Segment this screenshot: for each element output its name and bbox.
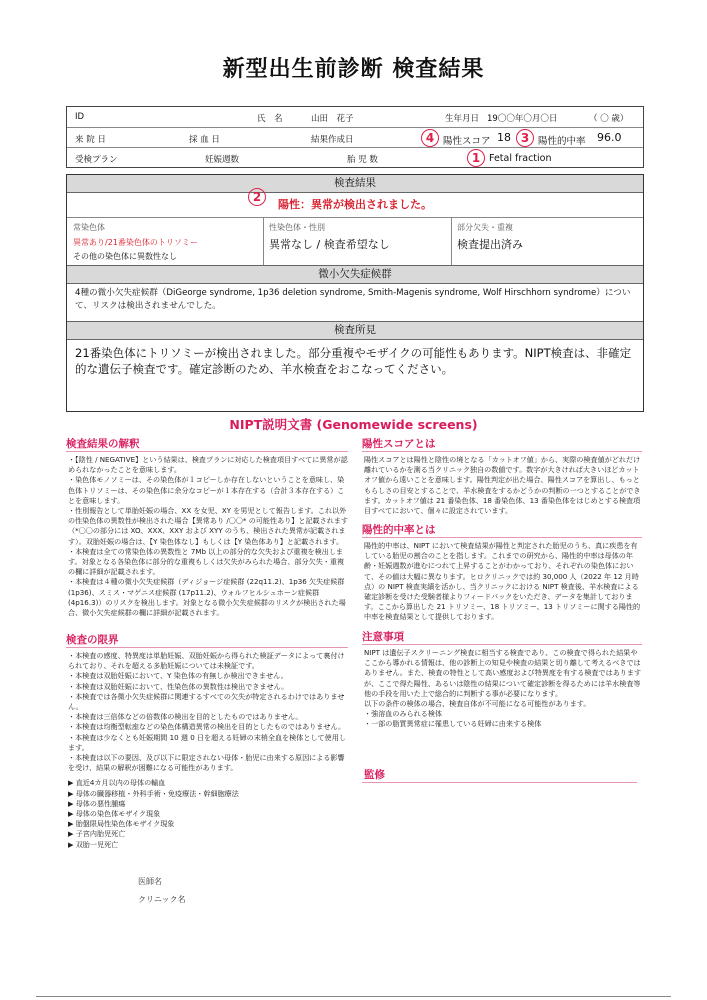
fetal-fraction-label: Fetal fraction	[489, 153, 552, 164]
dob-label: 生年月日	[445, 114, 480, 124]
limitations-line: ・本検査では各微小欠失症候群に関連するすべての欠失が特定されるわけではありません。	[68, 691, 345, 712]
divider	[66, 451, 348, 452]
notes-line: 以下の条件の検体の場合、検査自体が不可能になる可能性があります。	[364, 699, 591, 709]
list-item: ▶ 子宮内胎児死亡	[68, 829, 126, 839]
divider	[451, 217, 452, 265]
fetus-count-label: 胎 児 数	[347, 155, 378, 165]
divider	[362, 782, 637, 783]
page-title: 新型出生前診断 検査結果	[222, 57, 485, 82]
divider	[362, 537, 642, 538]
micro-deletion-header: 微小欠失症候群	[67, 265, 643, 284]
list-item: ▶ 母体の悪性腫瘍	[68, 798, 126, 808]
sex-chromosome-value: 異常なし / 検査希望なし	[269, 238, 390, 251]
interpretation-body	[68, 455, 348, 618]
interpretation-line: ・本検査は４種の微小欠失症候群（ディジョージ症候群 (22q11.2)、1p36 欠失症候群 (1p36)、スミス・マゲニス症候群 (17p11.2)、ウォルフヒルシュホーン症候群 (4p16.3)）のリスクを検出します。対象となる微小欠失症候群のリスクが検出された場合、微小欠失症候群の欄に詳細が記載されます。	[68, 577, 346, 618]
interpretation-line: ・性別報告として単胎妊娠の場合、XX を女児、XY を男児として報告します。これ以外の性染色体の異数性が検出された場合【異常あり /〇〇* の可能性あり】と記載されます（*〇〇の部分には XO、XXX、XXY および XYY のうち、検出された異常が記載されます）。双胎妊娠の場合は、【Y 染色体なし】もしくは【Y 染色体あり】と記載されます。	[68, 506, 349, 546]
name-value: 山田 花子	[311, 114, 354, 124]
main-result: 陽性：異常が検出されました。	[278, 198, 432, 211]
notes-line: ・強溶血のみられる検体	[364, 709, 443, 719]
divider	[362, 644, 642, 645]
limitations-line: ・本検査は少なくとも妊娠期間 10 週 0 日を超える妊婦の末梢全血を検体として使用します。	[68, 732, 346, 752]
autosome-other: その他の染色体に異数性なし	[73, 252, 177, 261]
partial-label: 部分欠失・重複	[457, 223, 513, 232]
nipt-document-title: NIPT説明文書 (Genomewide screens)	[229, 417, 478, 432]
autosome-value: 異常あり/21番染色体のトリソミー	[73, 238, 198, 247]
positive-score-label: 陽性スコア	[443, 136, 491, 147]
list-item: ▶ 胎盤限局性染色体モザイク現象	[68, 819, 175, 829]
notes-title: 注意事項	[362, 631, 404, 643]
positive-score-title: 陽性スコアとは	[362, 438, 436, 450]
limitations-line: ・本検査は以下の要因、及び以下に限定されない母体・胎児に由来する原因による影響を受け、結果の解釈が困難になる可能性があります。	[68, 753, 345, 773]
limitations-title: 検査の限界	[66, 634, 119, 646]
list-item: ▶ 直近4カ月以内の母体の輸血	[68, 778, 166, 788]
divider	[67, 217, 643, 218]
supervision-title: 監修	[364, 769, 385, 781]
annotation-circle-2: 2	[248, 188, 266, 206]
limitations-line: ・本検査は双胎妊娠において、Y 染色体の有無しか検出できません。	[68, 671, 288, 681]
autosome-label: 常染色体	[73, 223, 105, 232]
dob-value: 19〇〇年〇月〇日	[487, 114, 558, 124]
list-item: ▶ 双胎一児死亡	[68, 839, 119, 849]
annotation-circle-1: 1	[467, 149, 485, 167]
ppv-body: 陽性的中率は、NIPT において検査結果が陽性と判定された胎児のうち、真に疾患を有している胎児の割合のことを指します。これまでの研究から、陽性的中率は母体の年齢・妊娠週数が進むにつれて上昇することがわかっており、それぞれの染色体において、その値は大幅に異なります。ヒロクリニックでは約 30,000 人（2022 年 12 月時点）の NIPT 検査実績を活かし、当クリニックにおける NIPT 検査後、羊水検査による確定診断を受けた受験者様よりフィードバックをいただき、データを集計しております。ここから算出した 21 トリソミー、18 トリソミー、13 トリソミーに関する陽性的中率を検査結果として提供しております。	[364, 541, 641, 622]
notes-body	[364, 648, 642, 730]
limitations-line: ・本検査は三倍体などの倍数体の検出を目的としたものではありません。	[68, 712, 303, 722]
list-item: ▶ 母体の染色体モザイク現象	[68, 809, 161, 819]
info-row-3	[67, 147, 643, 168]
divider	[362, 451, 642, 452]
collect-date-label: 採 血 日	[189, 135, 220, 145]
notes-line: ・一部の脂質異常症に罹患している妊婦に由来する検体	[364, 719, 542, 729]
ppv-title: 陽性的中率とは	[362, 524, 436, 536]
divider	[66, 647, 348, 648]
limitations-line: ・本検査の感度、特異度は単胎妊娠、双胎妊娠から得られた検証データによって裏付けられており、それを超える多胎妊娠については未検証です。	[68, 651, 345, 671]
age-value: （ 〇 歳）	[589, 114, 629, 124]
notes-line: NIPT は遺伝子スクリーニング検査に相当する検査であり、この検査で得られた結果やここから導かれる情報は、他の診断上の知見や検査の結果と切り離して考えるべきではありません。また、検査の特性として高い感度および特異度を有する検査ではありますが、ここで得た陽性、あるいは陰性の結果について確定診断を得るためには羊水検査等他の手段を用いた上で総合的に判断する事が必要になります。	[364, 648, 642, 698]
id-label: ID	[75, 112, 85, 122]
positive-score-body: 陽性スコアとは陽性と陰性の境となる「カットオフ値」から、実際の検査値がどれだけ離れているかを測る当クリニック独自の数値です。数字が大きければ大きいほどカットオフ値から遠いことを意味します。陽性判定が出た場合、陽性スコアを算出し、もっともらしさの目安とすることで、羊水検査をするかどうかの判断の一つとすることができます。カットオフ値は 21 番染色体、18 番染色体、13 番染色体をはじめとする検査項目すべてにおいて、個々に設定されています。	[364, 455, 641, 516]
doctor-name-label: 医師名	[138, 877, 162, 886]
interpretation-line: ・【陰性 / NEGATIVE】という結果は、検査プランに対応した検査項目すべてに異常が認められなかったことを意味します。	[68, 455, 348, 475]
results-box	[66, 174, 644, 412]
visit-date-label: 来 院 日	[75, 135, 106, 145]
weeks-label: 妊娠週数	[205, 155, 240, 165]
ppv-value: 96.0	[597, 131, 622, 144]
plan-label: 受検プラン	[75, 155, 118, 165]
limitations-body	[68, 651, 348, 850]
info-row-2	[67, 127, 643, 148]
interpretation-line: ・本検査は全ての常染色体の異数性と 7Mb 以上の部分的な欠失および重複を検出します。対象となる各染色体に部分的な重複もしくは欠失がみられた場合、部分欠失・重複の欄に詳細が記載されます。	[68, 546, 345, 577]
ppv-label: 陽性的中率	[538, 136, 586, 147]
limitations-line: ・本検査は均衡型転座などの染色体構造異常の検出を目的としたものではありません。	[68, 722, 346, 732]
interpretation-title: 検査結果の解釈	[66, 438, 140, 450]
report-date-label: 結果作成日	[311, 135, 354, 145]
divider	[263, 217, 264, 265]
annotation-circle-3: 3	[516, 129, 534, 147]
sex-chromosome-label: 性染色体・性別	[269, 223, 325, 232]
list-item: ▶ 母体の臓器移植・外科手術・免疫療法・幹細胞療法	[68, 788, 239, 798]
findings-header: 検査所見	[67, 321, 643, 340]
info-row-1	[67, 107, 643, 127]
results-header: 検査結果	[67, 175, 643, 193]
micro-deletion-text: 4種の微小欠失症候群（DiGeorge syndrome, 1p36 deletion syndrome, Smith-Magenis syndrome, Wolf Hirschhorn syndrome）について、リスクは検出されませんでした。	[75, 288, 631, 311]
clinic-name-label: クリニック名	[138, 895, 186, 904]
limitations-line: ・本検査は双胎妊娠において、性染色体の異数性は検出できません。	[68, 681, 289, 691]
partial-value: 検査提出済み	[457, 238, 523, 251]
interpretation-line: ・染色体モノソミーは、その染色体が１コピーしか存在しないということを意味し、染色体トリソミーは、その染色体に余分なコピーが１本存在する（合計３本存在する）ことを意味します。	[68, 475, 345, 505]
patient-info-box	[66, 106, 644, 168]
findings-text: 21番染色体にトリソミーが検出されました。部分重複やモザイクの可能性もあります。NIPT検査は、非確定的な遺伝子検査です。確定診断のため、羊水検査をおこなってください。	[75, 346, 632, 376]
annotation-circle-4: 4	[421, 129, 439, 147]
footer-divider	[36, 996, 671, 997]
name-label: 氏 名	[257, 114, 283, 124]
limitations-list	[68, 778, 348, 849]
positive-score-value: 18	[497, 131, 511, 144]
